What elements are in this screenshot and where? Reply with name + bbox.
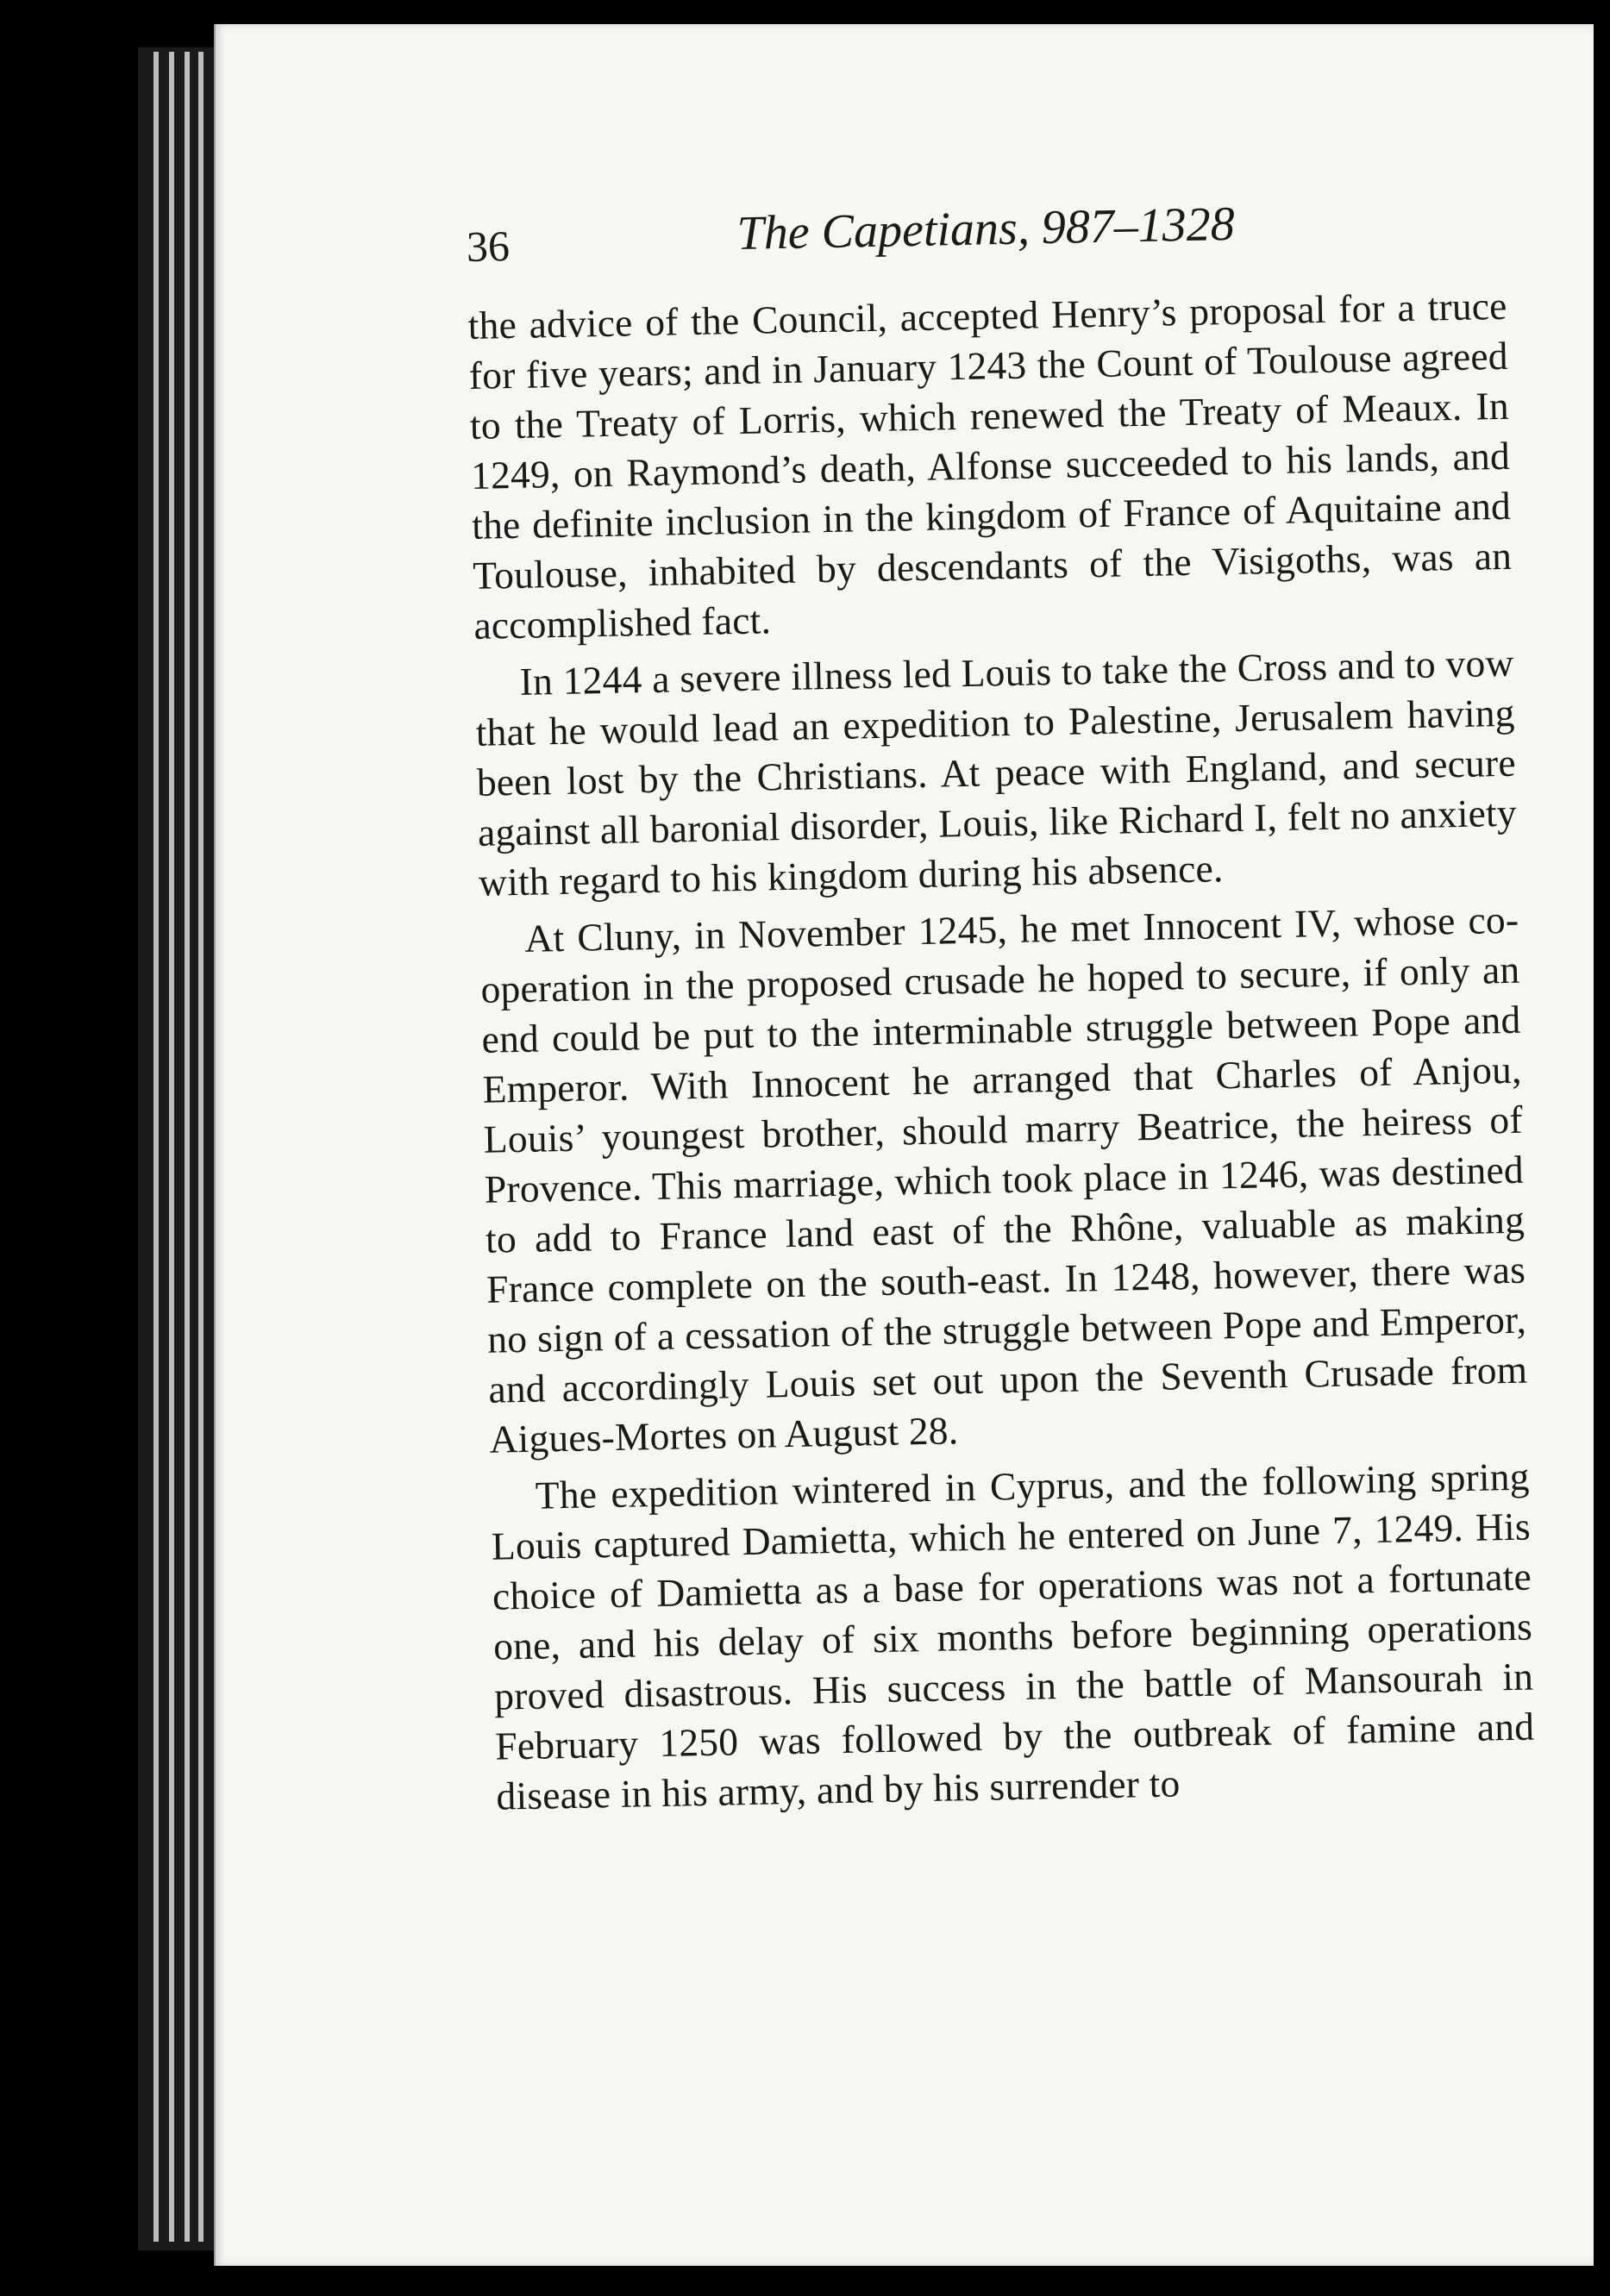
page-edge xyxy=(169,52,174,2242)
paragraph-1: the advice of the Council, accepted Henry’s proposal for a truce for five years; and in January 1243 the Count of Toulouse agreed to the Treaty of Lorris, which renewed the Treaty of Meaux. In 1249, on Raymond’s death, Alfonse succeeded to his lands, and the definite inclusion in the kingdom of France of Aquitaine and Toulouse, inhabited by descendants of the Visigoths, was an accomplished fact. xyxy=(467,283,1513,648)
page-edge xyxy=(185,52,190,2242)
paragraph-2: In 1244 a severe illness led Louis to take the Cross and to vow that he would lead an expedition to Palestine, Jerusalem having been lost by the Christians. At peace with England, and secure against all baronial disorder, Louis, like Richard I, felt no anxiety with regard to his kingdom during his absence. xyxy=(475,640,1518,904)
paragraph-3: At Cluny, in November 1245, he met Innocent IV, whose co-operation in the proposed crusade he hoped to secure, if only an end could be put to the interminable struggle between Pope and Emperor. With Innocent he arranged that Charles of Anjou, Louis’ youngest brother, should marry Beatrice, the heiress of Provence. This marriage, which took place in 1246, was destined to add to France land east of the Rhône, valuable as making France complete on the south-east. In 1248, however, there was no sign of a cessation of the struggle between Pope and Emperor, and accordingly Louis set out upon the Seventh Crusade from Aigues-Mortes on August 28. xyxy=(480,897,1528,1461)
page-edge xyxy=(198,52,204,2242)
paragraph-4: The expedition wintered in Cyprus, and the following spring Louis captured Damietta, which he entered on June 7, 1249. His choice of Damietta as a base for operations was not a fortunate one, and his delay of six months before beginning operations proved disastrous. His success in the battle of Mansourah in February 1250 was followed by the outbreak of famine and disease in his army, and by his surrender to xyxy=(491,1454,1535,1818)
page-edge xyxy=(153,52,159,2242)
page-number: 36 xyxy=(466,222,511,271)
page-gutter xyxy=(214,24,216,2266)
page-content xyxy=(466,183,1536,1822)
running-title: The Capetians, 987–1328 xyxy=(736,197,1236,260)
